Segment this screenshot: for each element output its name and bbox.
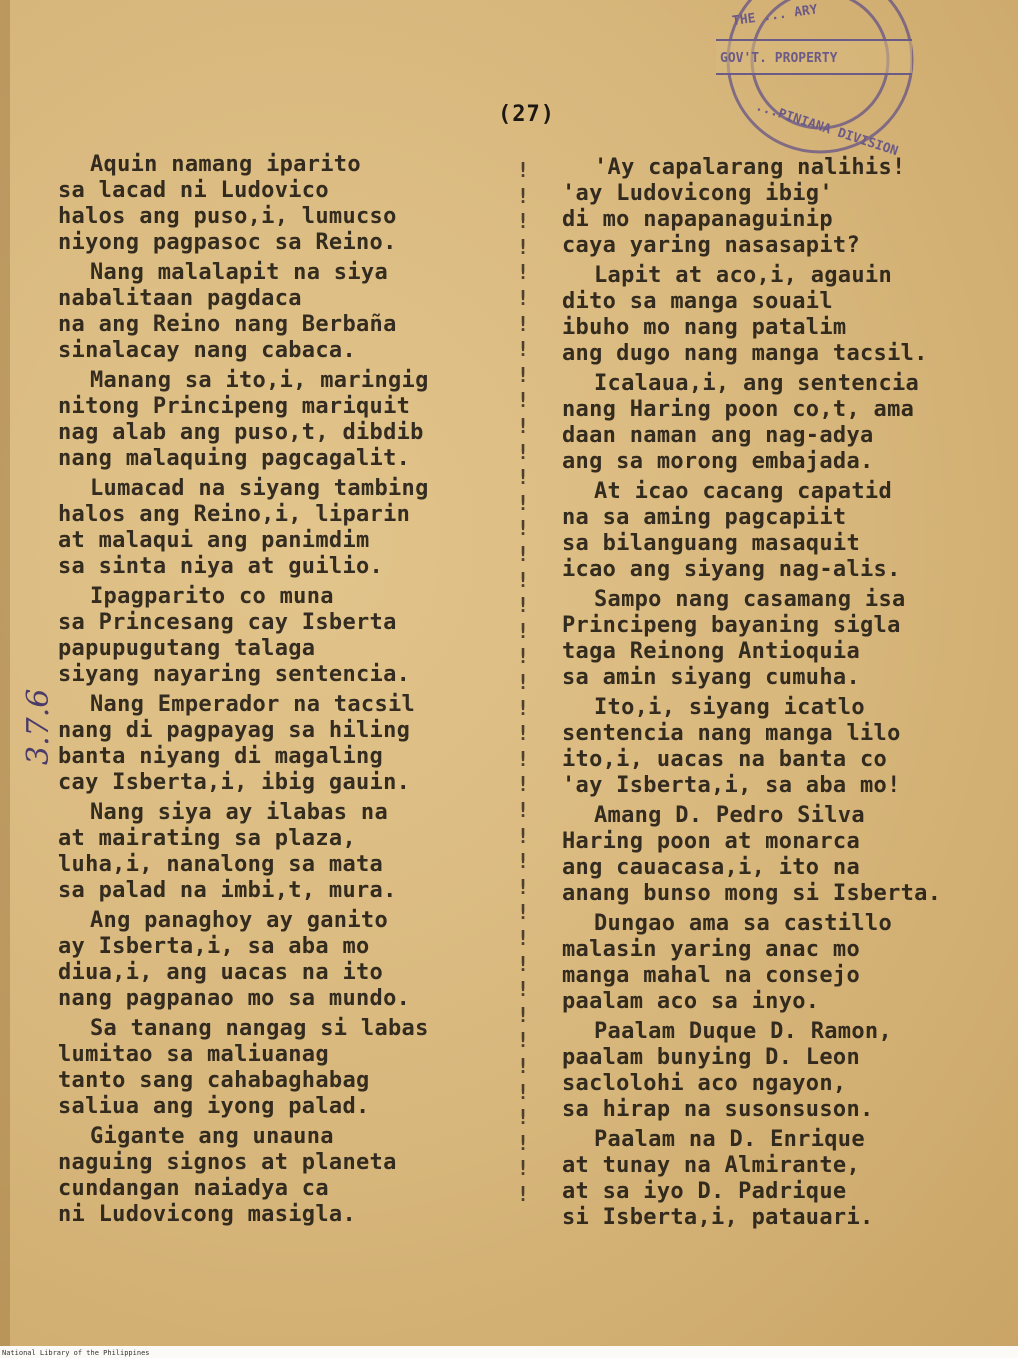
separator-mark: ! xyxy=(516,490,530,515)
verse-line: banta niyang di magaling xyxy=(58,744,384,769)
verse-line: manga mahal na consejo xyxy=(562,963,860,988)
separator-mark: ! xyxy=(516,1054,530,1078)
separator-mark: ! xyxy=(516,1130,530,1155)
stanza xyxy=(58,260,498,364)
separator-mark: ! xyxy=(516,1182,530,1206)
separator-mark: ! xyxy=(516,1079,530,1104)
page-edge-left xyxy=(0,0,10,1358)
stanza xyxy=(562,479,1002,583)
verse-line: nang malaquing pagcagalit. xyxy=(58,446,411,471)
stanza xyxy=(562,155,1002,259)
verse-line: luha,i, nanalong sa mata xyxy=(58,852,384,877)
separator-mark: ! xyxy=(516,516,530,541)
stanza xyxy=(58,1124,498,1228)
stanza xyxy=(562,803,1002,907)
verse-line: paalam aco sa inyo. xyxy=(562,989,820,1014)
separator-mark: ! xyxy=(516,1002,530,1027)
verse-line: sentencia nang manga lilo xyxy=(562,721,901,746)
verse-line: halos ang Reino,i, liparin xyxy=(58,502,411,527)
stanza xyxy=(562,1019,1002,1123)
margin-annotation-text: 3.7.6 xyxy=(21,688,56,765)
verse-line: sa lacad ni Ludovico xyxy=(58,178,329,203)
verse-line: Nang siya ay ilabas na xyxy=(90,800,388,825)
verse-line: ito,i, uacas na banta co xyxy=(562,747,888,772)
stamp-property-text: GOV'T. PROPERTY xyxy=(720,51,838,66)
verse-line: saliua ang iyong palad. xyxy=(58,1094,370,1119)
verse-line: di mo napapanaguinip xyxy=(562,207,833,232)
stanza xyxy=(562,371,1002,475)
separator-mark: ! xyxy=(516,388,530,413)
left-verse-column xyxy=(58,152,498,1232)
verse-line: caya yaring nasasapit? xyxy=(562,233,860,258)
verse-line: nang di pagpayag sa hiling xyxy=(58,718,411,743)
verse-line: Amang D. Pedro Silva xyxy=(594,803,865,828)
stanza xyxy=(58,584,498,688)
verse-line: cay Isberta,i, ibig gauin. xyxy=(58,770,411,795)
separator-mark: ! xyxy=(516,183,530,208)
verse-line: at mairating sa plaza, xyxy=(58,826,356,851)
separator-mark: ! xyxy=(516,209,530,234)
verse-line: Nang malalapit na siya xyxy=(90,260,388,285)
stanza xyxy=(562,695,1002,799)
verse-line: saclolohi aco ngayon, xyxy=(562,1071,847,1096)
separator-mark: ! xyxy=(516,260,530,285)
verse-line: paalam bunying D. Leon xyxy=(562,1045,860,1070)
verse-line: 'ay Ludovicong ibig' xyxy=(562,181,833,206)
column-separator xyxy=(514,158,532,1206)
verse-line: Principeng bayaning sigla xyxy=(562,613,901,638)
verse-line: sa sinta niya at guilio. xyxy=(58,554,384,579)
verse-line: diua,i, ang uacas na ito xyxy=(58,960,384,985)
verse-line: cundangan naiadya ca xyxy=(58,1176,329,1201)
verse-line: Aquin namang iparito xyxy=(90,152,361,177)
verse-line: na ang Reino nang Berbaña xyxy=(58,312,397,337)
verse-line: icao ang siyang nag-alis. xyxy=(562,557,901,582)
stanza xyxy=(58,800,498,904)
separator-mark: ! xyxy=(516,1105,530,1130)
verse-line: Ang panaghoy ay ganito xyxy=(90,908,388,933)
verse-line: anang bunso mong si Isberta. xyxy=(562,881,942,906)
separator-mark: ! xyxy=(516,593,530,618)
stanza xyxy=(58,368,498,472)
separator-mark: ! xyxy=(516,234,530,259)
verse-line: Manang sa ito,i, maringig xyxy=(90,368,429,393)
verse-line: nabalitaan pagdaca xyxy=(58,286,302,311)
separator-mark: ! xyxy=(516,1156,530,1181)
separator-mark: ! xyxy=(516,311,530,336)
verse-line: sinalacay nang cabaca. xyxy=(58,338,356,363)
verse-line: nag alab ang puso,t, dibdib xyxy=(58,420,424,445)
stanza xyxy=(58,1016,498,1120)
separator-mark: ! xyxy=(516,567,530,592)
separator-mark: ! xyxy=(516,286,530,310)
verse-line: nang pagpanao mo sa mundo. xyxy=(58,986,411,1011)
verse-line: Dungao ama sa castillo xyxy=(594,911,892,936)
verse-line: malasin yaring anac mo xyxy=(562,937,860,962)
verse-line: Nang Emperador na tacsil xyxy=(90,692,416,717)
verse-line: na sa aming pagcapiit xyxy=(562,505,847,530)
verse-line: ay Isberta,i, sa aba mo xyxy=(58,934,370,959)
separator-mark: ! xyxy=(516,951,530,976)
separator-mark: ! xyxy=(516,542,530,566)
verse-line: halos ang puso,i, lumucso xyxy=(58,204,397,229)
separator-mark: ! xyxy=(516,823,530,848)
verse-line: naguing signos at planeta xyxy=(58,1150,397,1175)
verse-line: at sa iyo D. Padrique xyxy=(562,1179,847,1204)
separator-mark: ! xyxy=(516,977,530,1002)
verse-line: ang cauacasa,i, ito na xyxy=(562,855,860,880)
stanza xyxy=(58,476,498,580)
verse-line: dito sa manga souail xyxy=(562,289,833,314)
separator-mark: ! xyxy=(516,362,530,387)
verse-line: niyong pagpasoc sa Reino. xyxy=(58,230,397,255)
verse-line: Ito,i, siyang icatlo xyxy=(594,695,865,720)
stanza xyxy=(562,911,1002,1015)
separator-mark: ! xyxy=(516,414,530,438)
separator-mark: ! xyxy=(516,926,530,950)
stamp-division-text: ...PINIANA DIVISION xyxy=(753,98,900,160)
verse-line: lumitao sa maliuanag xyxy=(58,1042,329,1067)
footer-credit: National Library of the Philippines xyxy=(2,1349,150,1357)
separator-mark: ! xyxy=(516,695,530,720)
separator-mark: ! xyxy=(516,618,530,643)
verse-line: Sampo nang casamang isa xyxy=(594,587,906,612)
page-bottom-strip xyxy=(0,1346,1018,1358)
stanza xyxy=(562,1127,1002,1231)
separator-mark: ! xyxy=(516,900,530,925)
right-verse-column xyxy=(562,155,1002,1235)
page-number: (27) xyxy=(498,102,555,127)
stanza xyxy=(58,908,498,1012)
verse-line: ibuho mo nang patalim xyxy=(562,315,847,340)
stanza xyxy=(562,587,1002,691)
stanza xyxy=(58,692,498,796)
verse-line: Ipagparito co muna xyxy=(90,584,334,609)
verse-line: at tunay na Almirante, xyxy=(562,1153,860,1178)
verse-line: tanto sang cahabaghabag xyxy=(58,1068,370,1093)
verse-line: taga Reinong Antioquia xyxy=(562,639,860,664)
separator-mark: ! xyxy=(516,798,530,822)
separator-mark: ! xyxy=(516,337,530,362)
verse-line: Icalaua,i, ang sentencia xyxy=(594,371,920,396)
verse-line: Gigante ang unauna xyxy=(90,1124,334,1149)
separator-mark: ! xyxy=(516,721,530,746)
verse-line: ang sa morong embajada. xyxy=(562,449,874,474)
separator-mark: ! xyxy=(516,644,530,669)
verse-line: Lapit at aco,i, agauin xyxy=(594,263,892,288)
verse-line: ni Ludovicong masigla. xyxy=(58,1202,356,1227)
verse-line: Lumacad na siyang tambing xyxy=(90,476,429,501)
separator-mark: ! xyxy=(516,849,530,874)
verse-line: sa hirap na susonsuson. xyxy=(562,1097,874,1122)
separator-mark: ! xyxy=(516,158,530,182)
verse-line: sa amin siyang cumuha. xyxy=(562,665,860,690)
verse-line: siyang nayaring sentencia. xyxy=(58,662,411,687)
verse-line: Paalam Duque D. Ramon, xyxy=(594,1019,892,1044)
verse-line: Sa tanang nangag si labas xyxy=(90,1016,429,1041)
verse-line: ang dugo nang manga tacsil. xyxy=(562,341,928,366)
separator-mark: ! xyxy=(516,465,530,490)
stanza xyxy=(58,152,498,256)
library-stamp xyxy=(712,0,918,160)
verse-line: si Isberta,i, patauari. xyxy=(562,1205,874,1230)
verse-line: at malaqui ang panimdim xyxy=(58,528,370,553)
separator-mark: ! xyxy=(516,670,530,694)
verse-line: sa Princesang cay Isberta xyxy=(58,610,397,635)
verse-line: 'Ay capalarang nalihis! xyxy=(594,155,906,180)
verse-line: Haring poon at monarca xyxy=(562,829,860,854)
separator-mark: ! xyxy=(516,772,530,797)
margin-annotation xyxy=(18,620,58,790)
stanza xyxy=(562,263,1002,367)
verse-line: 'ay Isberta,i, sa aba mo! xyxy=(562,773,901,798)
verse-line: papupugutang talaga xyxy=(58,636,316,661)
verse-line: nitong Principeng mariquit xyxy=(58,394,411,419)
verse-line: sa bilanguang masaquit xyxy=(562,531,860,556)
verse-line: Paalam na D. Enrique xyxy=(594,1127,865,1152)
separator-mark: ! xyxy=(516,874,530,899)
separator-mark: ! xyxy=(516,1028,530,1053)
verse-line: sa palad na imbi,t, mura. xyxy=(58,878,397,903)
separator-mark: ! xyxy=(516,746,530,771)
stamp-top-text: THE ... ARY xyxy=(731,2,819,30)
verse-line: nang Haring poon co,t, ama xyxy=(562,397,915,422)
verse-line: At icao cacang capatid xyxy=(594,479,892,504)
separator-mark: ! xyxy=(516,439,530,464)
verse-line: daan naman ang nag-adya xyxy=(562,423,874,448)
